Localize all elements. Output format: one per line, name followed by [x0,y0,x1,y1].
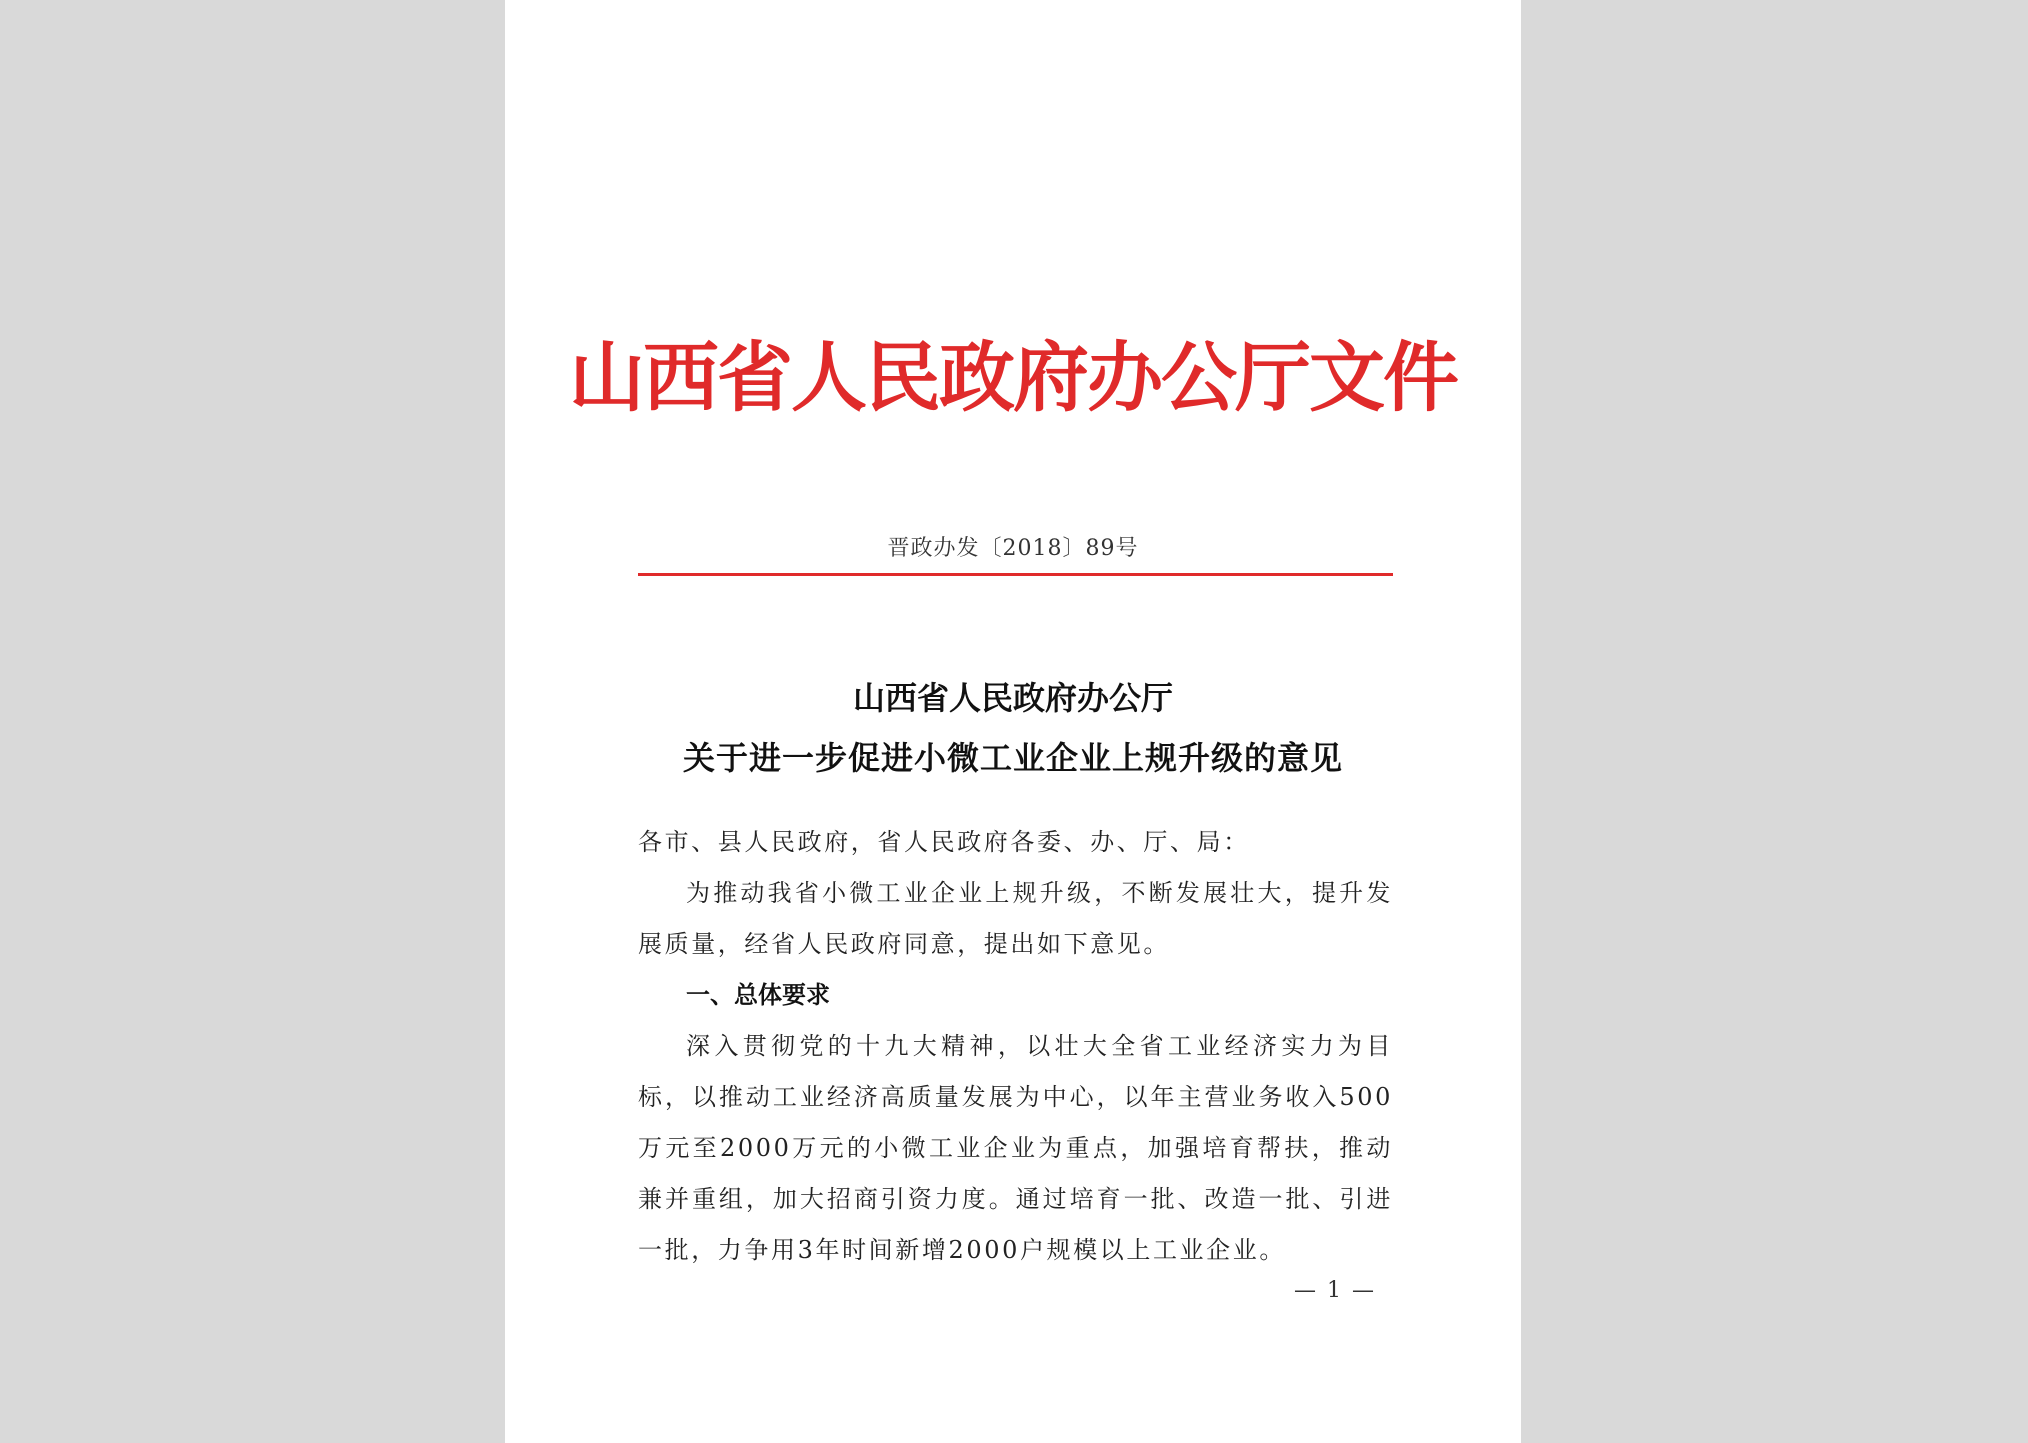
page-number: — 1 — [1294,1278,1376,1303]
document-title-line-1: 山西省人民政府办公厅 [852,679,1173,717]
intro-paragraph: 为推动我省小微工业企业上规升级，不断发展壮大，提升发展质量，经省人民政府同意，提出如下意见。 [638,879,1393,958]
addressee-line: 各市、县人民政府，省人民政府各委、办、厅、局： [638,828,1250,856]
document-page [505,0,1521,1443]
document-number: 晋政办发〔2018〕89号 [887,536,1139,561]
body-paragraph: 深入贯彻党的十九大精神，以壮大全省工业经济实力为目标，以推动工业经济高质量发展为中心，以年主营业务收入500万元至2000万元的小微工业企业为重点，加强培育帮扶，推动兼并重组，加大招商引资力度。通过培育一批、改造一批、引进一批，力争用3年时间新增2000户规模以上工业企业。 [638,1032,1393,1264]
document-header: 山西省人民政府办公厅文件 [569,333,1457,422]
red-divider-line [638,573,1393,576]
document-title-line-2: 关于进一步促进小微工业企业上规升级的意见 [682,739,1343,777]
section-heading: 一、总体要求 [686,981,830,1009]
